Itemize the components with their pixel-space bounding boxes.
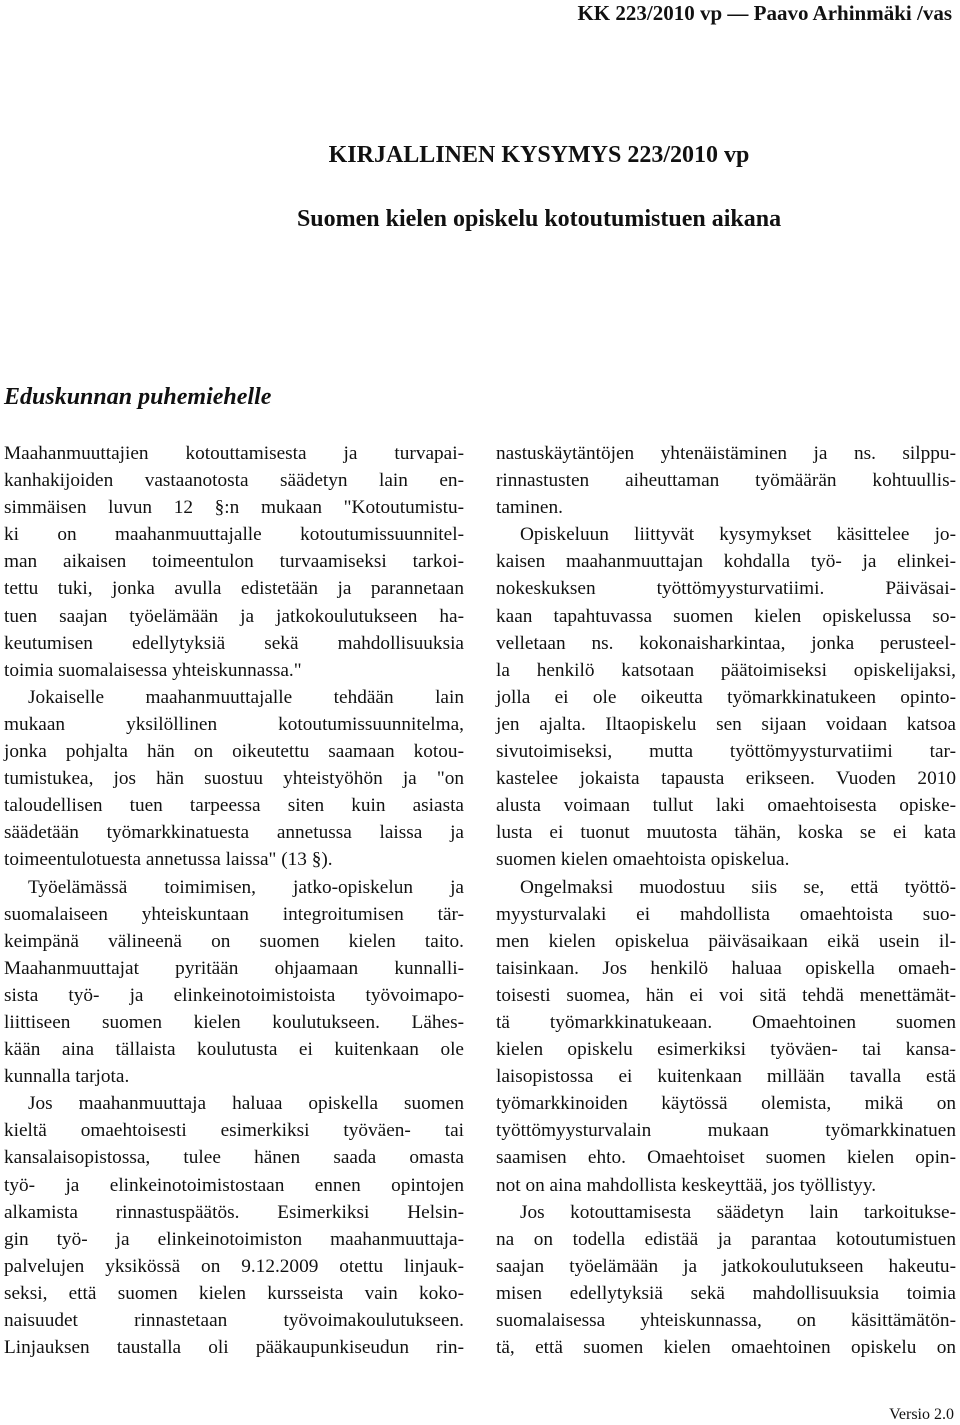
- text-line: suomalaisessa yhteiskunnassa, on käsittämätön-: [496, 1310, 956, 1331]
- text-line: Ongelmaksi muodostuu siis se, että työttö-: [520, 876, 956, 898]
- document-reference: KK 223/2010 vp — Paavo Arhinmäki /vas: [577, 1, 952, 25]
- text-line: jonka pohjalta hän on oikeutettu saamaan kotou-: [4, 741, 464, 763]
- text-line: Opiskeluun liittyvät kysymykset käsittelee jo-: [520, 524, 956, 546]
- text-line: tä työmarkkinatukeaan. Omaehtoinen suomen: [496, 1011, 956, 1033]
- text-line: alusta voimaan tullut laki omaehtoisesta opiske-: [496, 795, 956, 817]
- text-line: taloudellisen tuen tarpeessa siten kuin asiasta: [4, 795, 464, 817]
- text-line: kielen opiskelu esimerkiksi työväen- tai kansa-: [496, 1039, 956, 1061]
- text-line: Maahanmuuttajat pyritään ohjaamaan kunnalli-: [4, 957, 464, 979]
- text-line: myysturvalaki ei mahdollista omaehtoista suo-: [496, 903, 956, 925]
- right-text-column: [496, 440, 956, 1361]
- text-line: ki on maahanmuuttajalle kotoutumissuunnitel-: [4, 524, 464, 546]
- text-line: gin työ- ja elinkeinotoimiston maahanmuuttaja-: [4, 1228, 464, 1250]
- text-line: laisopistossa ei kuitenkaan millään tavalla estä: [496, 1066, 956, 1088]
- text-line: kieltä omaehtoisesti esimerkiksi työväen- tai: [4, 1120, 464, 1142]
- text-line: men kielen opiskelua päiväsaikaan eikä usein il-: [496, 930, 956, 952]
- text-line: kaisen maahanmuuttajan kohdalla työ- ja elinkei-: [496, 551, 956, 573]
- text-line: toimia suomalaisessa yhteiskunnassa.": [4, 659, 302, 681]
- text-line: taisinkaan. Jos henkilö haluaa opiskella omaeh-: [496, 957, 956, 979]
- text-line: tuen saajan työelämään ja jatkokoulutukseen ha-: [4, 605, 464, 627]
- text-line: taminen.: [496, 497, 563, 519]
- text-line: mukaan yksilöllinen kotoutumissuunnitelma,: [4, 713, 464, 735]
- text-line: alkamista rinnastuspäätös. Esimerkiksi Helsin-: [4, 1201, 464, 1223]
- text-line: toimeentulotuesta annetussa laissa" (13 §).: [4, 849, 333, 871]
- text-line: sista työ- ja elinkeinotoimistoista työvoimapo-: [4, 984, 464, 1006]
- text-line: nastuskäytäntöjen yhtenäistäminen ja ns. silppu-: [496, 443, 956, 464]
- text-line: naisuudet rinnastetaan työvoimakoulutukseen.: [4, 1310, 464, 1331]
- text-line: rinnastusten aiheuttaman työmäärän kohtuullis-: [496, 470, 956, 492]
- text-line: liittiseen suomen kielen koulutukseen. Lähes-: [4, 1011, 464, 1033]
- text-line: kään aina tällaista koulutusta ei kuitenkaan ole: [4, 1039, 464, 1061]
- text-line: Linjauksen taustalla oli pääkaupunkiseudun rin-: [4, 1337, 464, 1359]
- text-line: säädetään työmarkkinatuesta annetussa laissa ja: [4, 822, 464, 844]
- text-line: tä, että suomen kielen omaehtoinen opiskelu on: [496, 1337, 956, 1359]
- text-line: sivutoimiseksi, mutta työttömyysturvatiimi tar-: [496, 741, 956, 763]
- text-line: Jos maahanmuuttaja haluaa opiskella suomen: [28, 1093, 464, 1115]
- text-line: kastelee jokaista tapausta erikseen. Vuoden 2010: [496, 768, 956, 790]
- document-type-heading: KIRJALLINEN KYSYMYS 223/2010 vp: [328, 142, 750, 168]
- text-line: kunnalla tarjota.: [4, 1066, 130, 1088]
- text-line: saamisen ehto. Omaehtoiset suomen kielen opin-: [496, 1147, 956, 1169]
- text-line: Jos kotouttamisesta säädetyn lain tarkoitukse-: [520, 1201, 956, 1223]
- text-line: tettu tuki, jonka avulla edistetään ja parannetaan: [4, 578, 464, 600]
- text-line: kansalaisopistossa, tulee hänen saada omasta: [4, 1147, 464, 1169]
- text-line: velletaan ns. kokonaisharkintaa, jonka perusteel-: [496, 632, 956, 654]
- left-text-column: [4, 440, 464, 1361]
- text-line: la henkilö katsotaan päätoimiseksi opiskelijaksi,: [496, 659, 956, 681]
- text-line: nokeskuksen työttömyysturvatiimi. Päiväsai-: [496, 578, 956, 600]
- text-line: jolla ei ole oikeutta työmarkkinatukeen opinto-: [496, 686, 956, 708]
- text-line: suomalaiseen yhteiskuntaan integroitumisen tär-: [4, 903, 464, 925]
- addressee-heading: Eduskunnan puhemiehelle: [4, 384, 272, 410]
- text-line: jen ajalta. Iltaopiskelu sen sijaan voidaan katsoa: [496, 713, 956, 735]
- text-line: työmarkkinoiden käytössä olemista, mikä on: [496, 1093, 956, 1115]
- text-line: työttömyysturvalain mukaan työmarkkinatuen: [496, 1120, 956, 1142]
- text-line: toisesti suomea, hän ei voi sitä tehdä menettämät-: [496, 984, 956, 1006]
- text-line: tumistukea, jos hän suostuu yhteistyöhön ja "on: [4, 768, 464, 790]
- version-label: Versio 2.0: [889, 1406, 954, 1423]
- text-line: Maahanmuuttajien kotouttamisesta ja turvapai-: [4, 443, 464, 464]
- text-line: man aikaisen toimeentulon turvaamiseksi tarkoi-: [4, 551, 464, 573]
- text-line: saajan työelämään ja jatkokoulutukseen hakeutu-: [496, 1255, 956, 1277]
- text-line: Jokaiselle maahanmuuttajalle tehdään lain: [28, 686, 464, 708]
- text-line: not on aina mahdollista keskeyttää, jos työllistyy.: [496, 1174, 877, 1196]
- text-line: misen edellytyksiä sekä mahdollisuuksia toimia: [496, 1282, 956, 1304]
- text-line: seksi, että suomen kielen kursseista vain koko-: [4, 1282, 464, 1304]
- text-line: keutumisen edellytyksiä sekä mahdollisuuksia: [4, 632, 464, 654]
- text-line: na on todella edistää ja parantaa kotoutumistuen: [496, 1228, 956, 1250]
- text-line: Työelämässä toimimisen, jatko-opiskelun ja: [28, 876, 464, 898]
- text-line: työ- ja elinkeinotoimistostaan ennen opintojen: [4, 1174, 464, 1196]
- text-line: suomen kielen omaehtoista opiskelua.: [496, 849, 790, 871]
- text-line: kanhakijoiden vastaanotosta säädetyn lain en-: [4, 470, 464, 492]
- text-line: keimpänä välineenä on suomen kielen taito.: [4, 930, 464, 952]
- document-subject-heading: Suomen kielen opiskelu kotoutumistuen aikana: [296, 206, 782, 232]
- text-line: lusta ei tuonut muutosta tähän, koska se ei kata: [496, 822, 956, 844]
- text-line: palvelujen yksikössä on 9.12.2009 otettu linjauk-: [4, 1255, 464, 1277]
- text-line: simmäisen luvun 12 §:n mukaan "Kotoutumistu-: [4, 497, 464, 519]
- text-line: kaan tapahtuvassa suomen kielen opiskelussa so-: [496, 605, 956, 627]
